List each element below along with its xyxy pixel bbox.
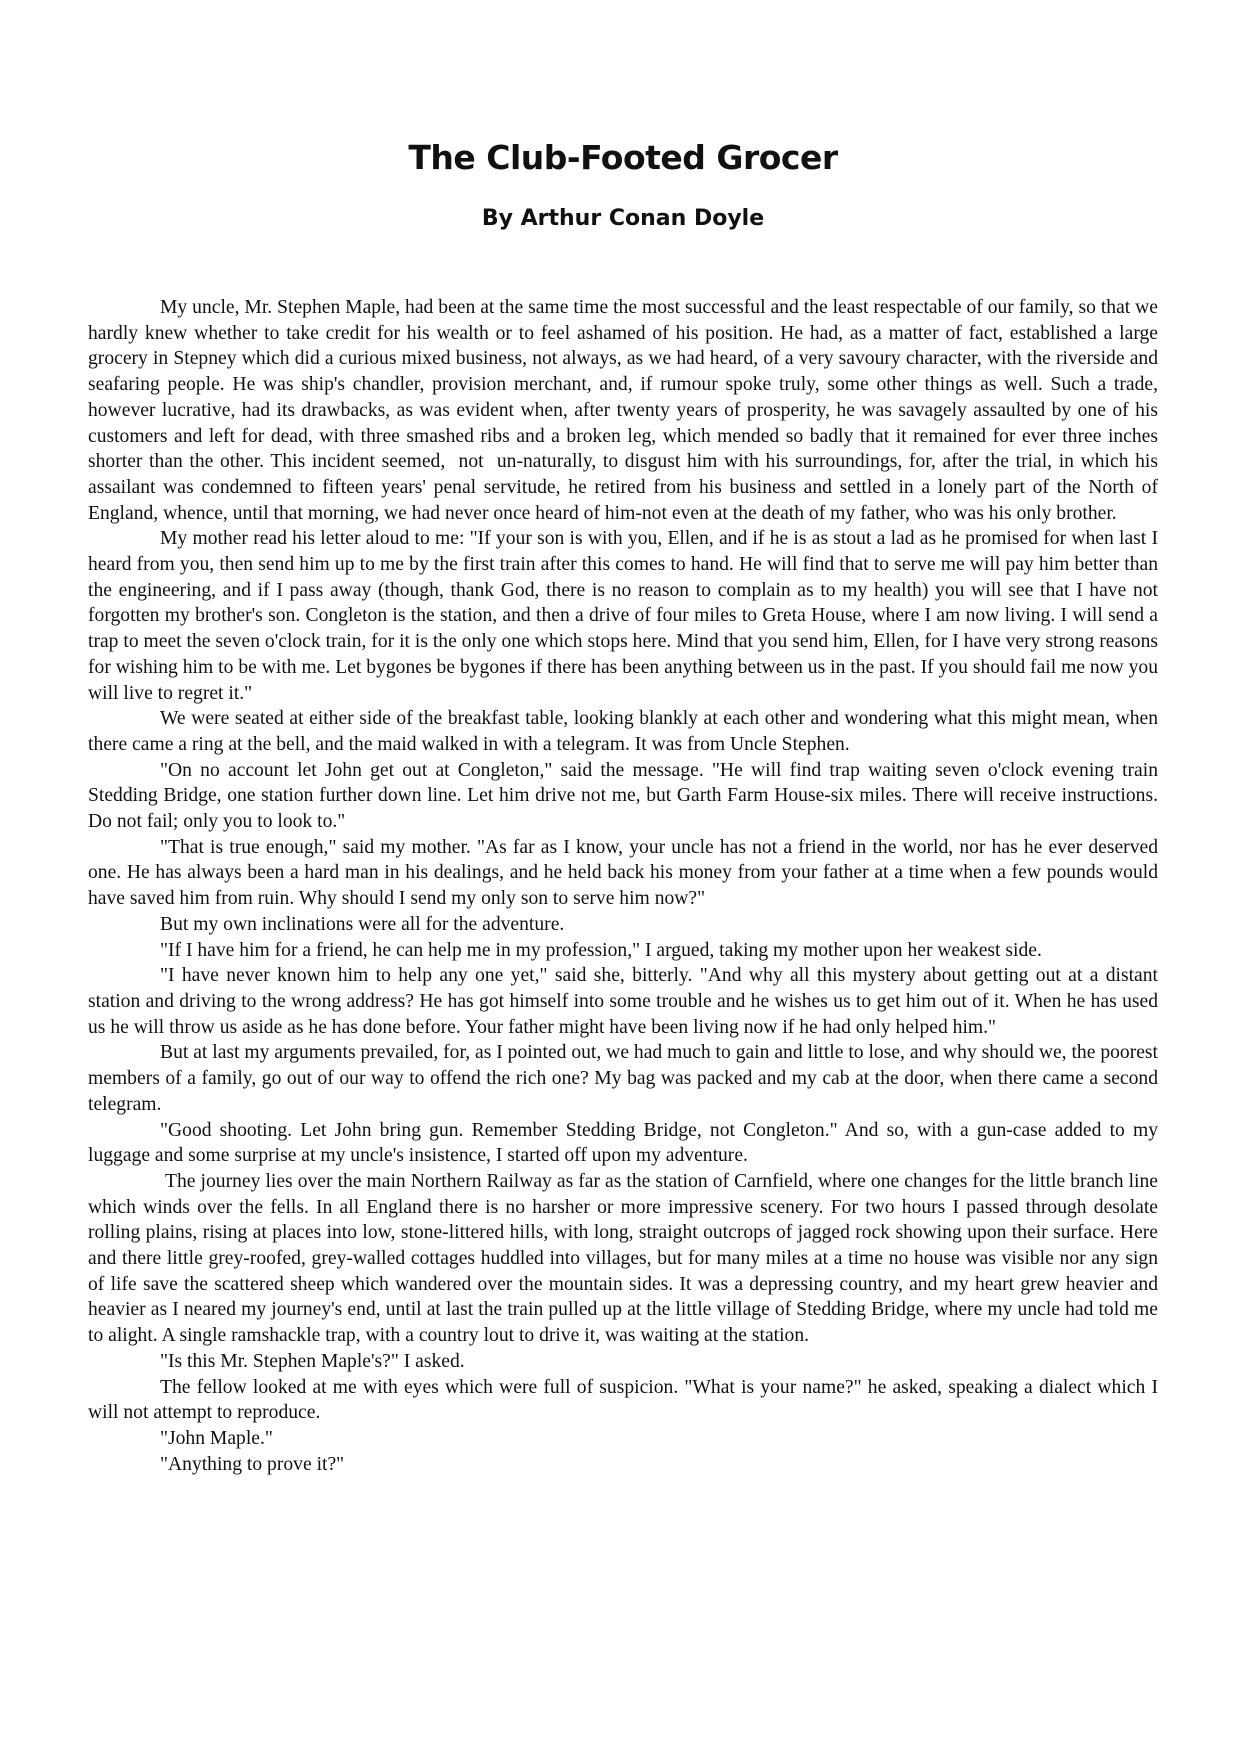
document-author: By Arthur Conan Doyle (481, 206, 765, 231)
paragraph: "That is true enough," said my mother. "As far as I know, your uncle has not a friend in the world, nor has he ever deserved one. He has always been a hard man in his dealings, and he held back his money from your father at a time when a few pounds would have saved him from ruin. Why should I send my only son to serve him now?" (88, 836, 1163, 910)
paragraph: "Is this Mr. Stephen Maple's?" I asked. (160, 1350, 465, 1372)
paragraph: We were seated at either side of the breakfast table, looking blankly at each other and wondering what this might mean, when there came a ring at the bell, and the maid walked in with a telegram. It was from Uncle Stephen. (88, 708, 1163, 755)
paragraph: But my own inclinations were all for the adventure. (160, 913, 565, 935)
paragraph: But at last my arguments prevailed, for, as I pointed out, we had much to gain and little to lose, and why should we, the poorest members of a family, go out of our way to offend the rich one? My bag was packed and my cab at the door, when there came a second telegram. (88, 1042, 1163, 1115)
document-title: The Club-Footed Grocer (408, 138, 838, 177)
paragraph: "I have never known him to help any one yet," said she, bitterly. "And why all this mystery about getting out at a distant station and driving to the wrong address? He has got himself into some trouble and he wishes us to get him out of it. When he has used us he will throw us aside as he has done before. Your father might have been living now if he had only helped him." (88, 965, 1163, 1038)
paragraph: My mother read his letter aloud to me: "If your son is with you, Ellen, and if he is as stout a lad as he promised for when last I heard from you, then send him up to me by the first train after this comes to hand. He will find that to serve me will pay him better than the engineering, and if I pass away (though, thank God, there is no reason to complain as to my health) you will see that I have not forgotten my brother's son. Congleton is the station, and then a drive of four miles to Greta House, where I am now living. I will send a trap to meet the seven o'clock train, for it is the only one which stops here. Mind that you send him, Ellen, for I have very strong reasons for wishing him to be with me. Let bygones be bygones if there has been anything between us in the past. If you should fail me now you will live to regret it." (88, 528, 1163, 704)
paragraph: The fellow looked at me with eyes which were full of suspicion. "What is your name?" he asked, speaking a dialect which I will not attempt to reproduce. (88, 1376, 1163, 1424)
paragraph: "On no account let John get out at Congleton," said the message. "He will find trap waiting seven o'clock evening train Stedding Bridge, one station further down line. Let him drive not me, but Garth Farm House-six miles. There will receive instructions. Do not fail; only you to look to." (88, 759, 1163, 833)
paragraph: "John Maple." (160, 1427, 273, 1449)
paragraph: The journey lies over the main Northern Railway as far as the station of Carnfield, where one changes for the little branch line which winds over the fells. In all England there is no harsher or more impressive scenery. For two hours I passed through desolate rolling plains, rising at places into low, stone-littered hills, with long, straight outcrops of jagged rock showing upon their surface. Here and there little grey-roofed, grey-walled cottages huddled into villages, but for many miles at a time no house was visible nor any sign of life save the scattered sheep which wandered over the mountain sides. It was a depressing country, and my heart grew heavier and heavier as I neared my journey's end, until at last the train pulled up at the little village of Stedding Bridge, where my uncle had told me to alight. A single ramshackle trap, with a country lout to drive it, was waiting at the station. (88, 1170, 1163, 1347)
paragraph: "Anything to prove it?" (160, 1453, 345, 1475)
document-body (88, 295, 1163, 1477)
paragraph: "Good shooting. Let John bring gun. Remember Stedding Bridge, not Congleton." And so, with a gun-case added to my luggage and some surprise at my uncle's insistence, I started off upon my adventure. (88, 1119, 1163, 1167)
paragraph: My uncle, Mr. Stephen Maple, had been at the same time the most successful and the least respectable of our family, so that we hardly knew whether to take credit for his wealth or to feel ashamed of his position. He had, as a matter of fact, established a large grocery in Stepney which did a curious mixed business, not always, as we had heard, of a very savoury character, with the riverside and seafaring people. He was ship's chandler, provision merchant, and, if rumour spoke truly, some other things as well. Such a trade, however lucrative, had its drawbacks, as was evident when, after twenty years of prosperity, he was savagely assaulted by one of his customers and left for dead, with three smashed ribs and a broken leg, which mended so badly that it remained for ever three inches shorter than the other. This incident seemed, not un-naturally, to disgust him with his surroundings, for, after the trial, in which his assailant was condemned to fifteen years' penal servitude, he retired from his business and settled in a lonely part of the North of England, whence, until that morning, we had never once heard of him-not even at the death of my father, who was his only brother. (88, 297, 1163, 524)
paragraph: "If I have him for a friend, he can help me in my profession," I argued, taking my mother upon her weakest side. (160, 939, 1042, 961)
